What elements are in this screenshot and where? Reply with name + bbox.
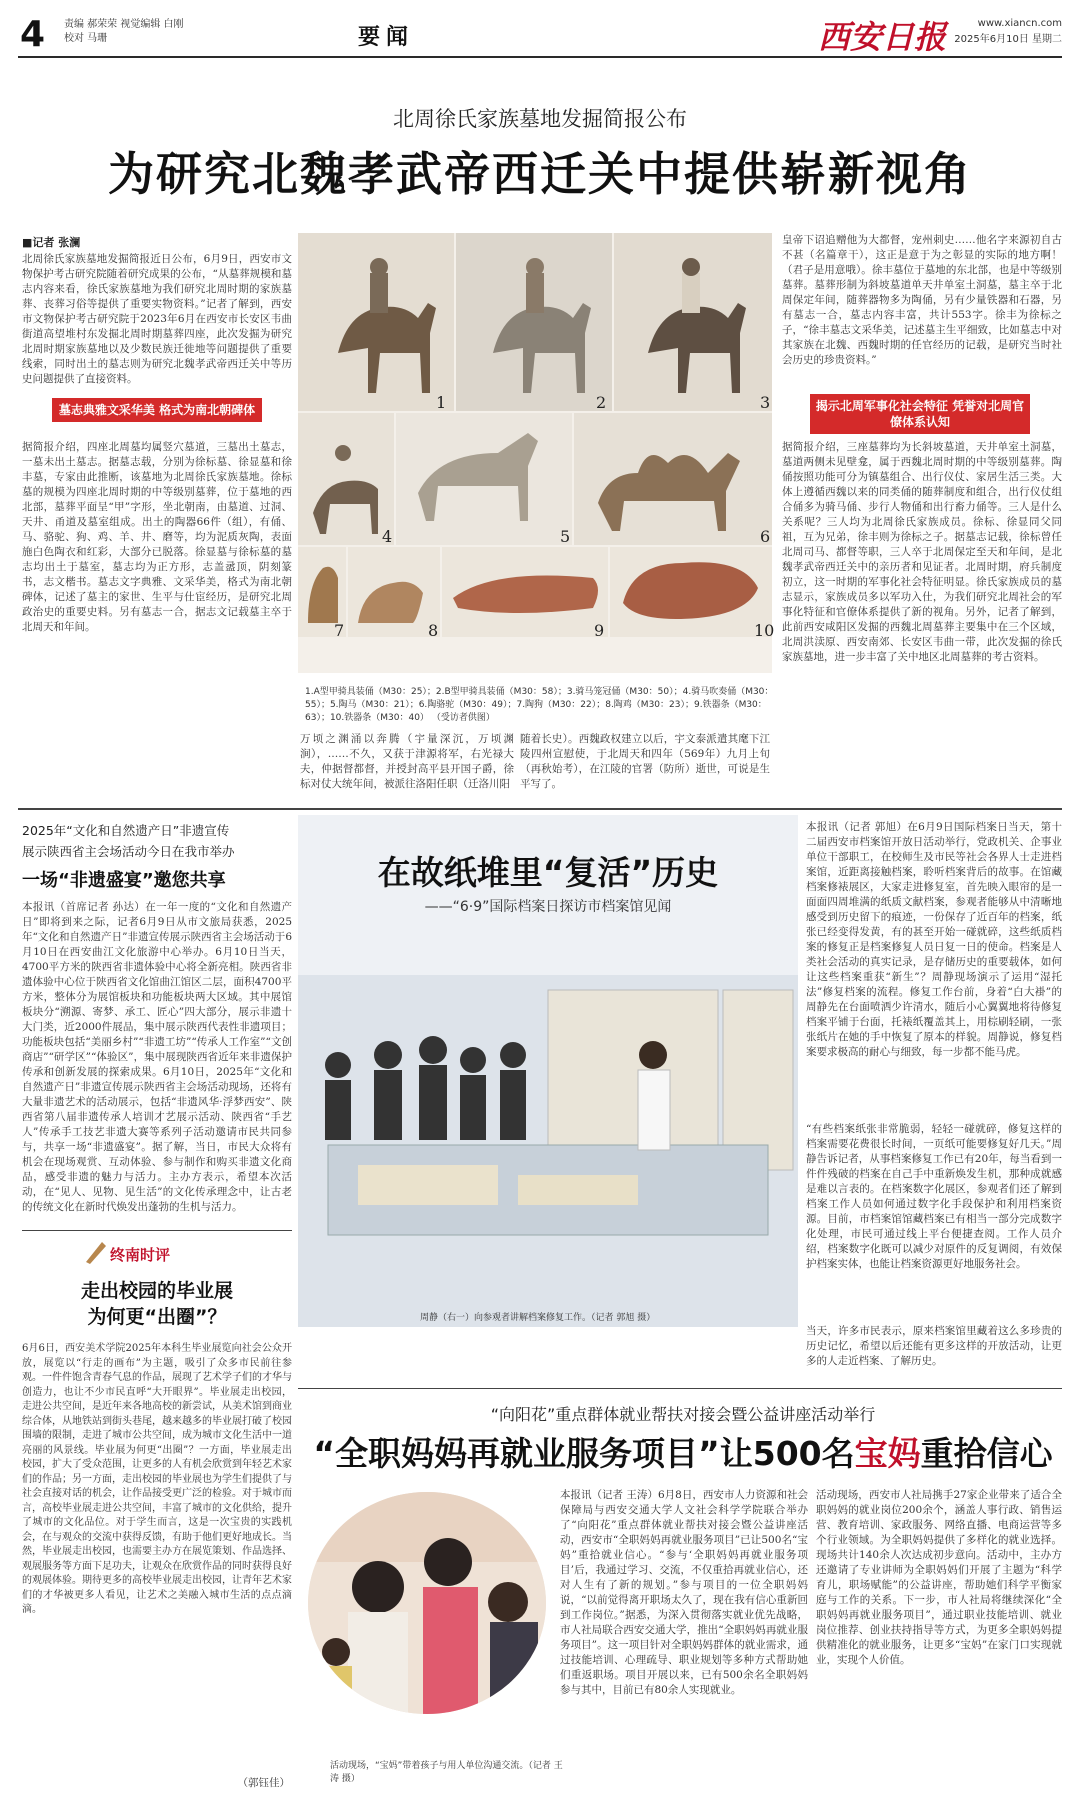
photo-3-horse-rider bbox=[614, 233, 772, 411]
story4-headline-line-2: 为何更“出圈”？ bbox=[87, 1306, 227, 1328]
editors-credit bbox=[64, 18, 184, 46]
commentary-divider bbox=[22, 1230, 292, 1231]
story1-body-1: 据简报介绍，四座北周墓均属竖穴墓道，三墓出土墓志，一墓未出土墓志。据墓志载，分别为徐标墓、徐显墓和徐丰墓，专家由此推断，该墓地为北周徐氏家族墓地。徐标墓的规模为四座北周时期的中等级别墓葬，位于墓地的西北部，墓葬平面呈“甲”字形，坐北朝南，由墓道、过洞、天井、甬道及墓室组成。出土的陶器66件（组），有俑、马、骆驼、狗、鸡、羊、井、磨等，均为泥质灰陶，表面施白色陶衣和红彩，大部分已脱落。徐显墓与徐标墓的墓志均出土于墓室，墓志均为正方形，志盖盝顶，阴刻篆书，志文楷书。墓志文字典雅、文采华美，格式为南北朝碑体，记述了墓主的家世、生平与仕宦经历，是研究北周政治史的重要史料。另有墓志一合，据志文记载墓主卒于北周天和年间。 bbox=[22, 441, 292, 633]
story1-byline: ■记者 张澜 bbox=[22, 236, 81, 249]
masthead-bar bbox=[18, 10, 1062, 58]
page-number: 4 bbox=[20, 14, 46, 55]
masthead-meta bbox=[954, 16, 1062, 48]
story1-body-bottom-2: 随着长史）。西魏政权建立以后，宇文泰派遣其麾下江陵四州宣慰使，于北周天和四年（569年）九月上旬（再秋始考），在江陵的官署（防所）逝世，可说是生平写了。 bbox=[520, 733, 770, 790]
story5-body-2: 活动现场，西安市人社局携手27家企业带来了适合全职妈妈的就业岗位200余个，涵盖人事行政、销售运营、教育培训、家政服务、网络直播、电商运营等多个行业领域。为全职妈妈提供了多样化的就业选择。现场共计140余人次达成初步意向。活动中，主办方还邀请了专业讲师为全职妈妈们开展了主题为“科学育儿，职场赋能”的公益讲座，帮助她们科学平衡家庭与工作的关系。下一步，市人社局将继续深化“全职妈妈再就业服务项目”，通过职业技能培训、就业岗位推荐、创业扶持指导等方式，为更多全职妈妈提供精准化的就业服务，让更多“宝妈”在家门口实现就业，实现个人价值。 bbox=[816, 1489, 1062, 1666]
story3-headline: 在故纸堆里“复活”历史 bbox=[377, 853, 719, 892]
photo-10-iron-bar bbox=[610, 547, 772, 637]
photo-label-2: 2 bbox=[596, 393, 607, 412]
job-fair-photo bbox=[308, 1492, 546, 1714]
story1-headline: 为研究北魏孝武帝西迁关中提供崭新视角 bbox=[108, 147, 972, 201]
photo-2-horse-rider bbox=[456, 233, 612, 411]
story1-body-bottom-1: 万顷之渊涌以奔腾（宇量深沉，万顷渊涧），……不久，又获于津源将军，右光禄大夫，仲据督都督，并授封高平县开国子爵，徐标对仗大统年间，被派往洛阳任职（迁洛川阳 bbox=[300, 733, 514, 790]
artifact-photos bbox=[298, 233, 775, 673]
story5-headline-part-2: 重拾信心 bbox=[920, 1434, 1053, 1473]
story1-subhead-1: 墓志典雅文采华美 格式为南北朝碑体 bbox=[52, 398, 262, 422]
photo-label-5: 5 bbox=[560, 527, 571, 546]
story3-body-3: 当天，许多市民表示，原来档案馆里藏着这么多珍贵的历史记忆，希望以后还能有更多这样的开放活动，让更多的人走近档案、了解历史。 bbox=[806, 1325, 1062, 1366]
issue-date: 2025年6月10日 星期二 bbox=[954, 34, 1062, 45]
section-divider bbox=[18, 808, 1062, 810]
story1-caption-text: 1.A型甲骑具装俑（M30：25）；2.B型甲骑具装俑（M30：58）；3.骑马笼冠俑（M30：50）；4.骑马吹奏俑（M30：55）；5.陶马（M30：21）；6.陶骆驼（M30：49）；7.陶狗（M30：22）；8.陶鸡（M30：23）；9.铁器条（M30：63）；10.铁器条（M30：40） bbox=[305, 687, 774, 723]
story5-body-1: 本报讯（记者 王涛）6月8日，西安市人力资源和社会保障局与西安交通大学人文社会科学学院联合举办了“向阳花”重点群体就业帮扶对接会暨公益讲座活动，西安市“全职妈妈再就业服务项目”已让500名“宝妈”重拾就业信心。“参与‘全职妈妈再就业服务项目’后，我通过学习、交流，不仅重拾再就业信心，还对人生有了新的规划。”参与项目的一位全职妈妈说，“以前觉得离开职场太久了，现在我有信心重新回到工作岗位。”据悉，为深入贯彻落实就业优先战略，市人社局联合西安交通大学，推出“全职妈妈再就业服务项目”。这一项目针对全职妈妈群体的就业需求，通过技能培训、心理疏导、职业规划等多种方式帮助她们重返职场。项目开展以来，已有500余名全职妈妈参与其中，目前已有80余人实现就业。 bbox=[560, 1489, 808, 1696]
story2-headline: 一场“非遗盛宴”邀您共享 bbox=[22, 870, 226, 891]
photo-5-horse bbox=[396, 413, 572, 545]
photo-label-8: 8 bbox=[428, 621, 439, 640]
photo-1-horse-rider bbox=[298, 233, 454, 411]
story1-body-2: 皇帝下诏追赠他为大都督，宠州刺史……他名字来源初自古不甚（名篇章干），这正是意于为之彰显的实际的地方啊！（君子是用意哦）。徐丰墓位于墓地的东北部，也是中等级别墓葬。墓葬形制为斜坡墓道单天井单室土洞墓，墓主卒于北周保定年间，随葬器物多为陶俑，另有少量铁器和石器，另有墓志一合，墓志内容丰富，共计553字。徐丰为徐标之子，“徐丰墓志文采华美，记述墓主生平细致，比如墓志中对其家族在北魏、西魏时期的任官经历的记载，是研究当时社会历史的珍贵资料。” bbox=[782, 234, 1062, 366]
story1-lead: 北周徐氏家族墓地发掘简报近日公布，6月9日，西安市文物保护考古研究院随着研究成果的公布，“从墓葬规模和墓志内容来看，徐氏家族墓地为我们研究北周时期的家族墓葬、丧葬习俗等提供了重要实物资料。”记者了解到，西安市文物保护考古研究院于2023年6月在西安市长安区韦曲街道高望堆村东发掘北周时期墓葬四座，此次发掘为研究北周时期家族墓地以及少数民族迁徙地等问题提供了重要线索，同时出土的墓志则为研究北魏孝武帝西迁关中等历史问题提供了直接资料。 bbox=[22, 253, 292, 385]
story3-photo-caption: 周静（右一）向参观者讲解档案修复工作。（记者 郭旭 摄） bbox=[420, 1313, 656, 1323]
photo-label-7: 7 bbox=[334, 621, 345, 640]
story1-kicker: 北周徐氏家族墓地发掘简报公布 bbox=[393, 107, 687, 131]
story1-photo-caption bbox=[305, 686, 775, 725]
story5-kicker: “向阳花”重点群体就业帮扶对接会暨公益讲座活动举行 bbox=[490, 1405, 876, 1424]
story3-body-2: “有些档案纸张非常脆弱，轻轻一碰就碎，修复这样的档案需要花费很长时间，一页纸可能要修复好几天。”周静告诉记者，从事档案修复工作已有20年，每当看到一件件残破的档案在自己手中重新焕发生机，那种成就感是难以言表的。在档案数字化展区，参观者们还了解到档案工作人员如何通过数字化手段保护和利用档案资源。目前，市档案馆馆藏档案已有相当一部分完成数字化处理，市民可通过线上平台便捷查阅。工作人员介绍，档案数字化既可以减少对原件的反复调阅，有效保护档案实体，也能让档案资源更好地服务社会。 bbox=[806, 1123, 1062, 1270]
commentary-column-label: 终南时评 bbox=[110, 1246, 171, 1264]
story3-body: 本报讯（记者 郭旭）在6月9日国际档案日当天，第十二届西安市档案馆开放日活动举行，党政机关、企事业单位干部职工，在校师生及市民等社会各界人士走进档案馆，近距离接触档案，聆听档案背后的故事。在馆藏档案修裱展区，大家走进修复室，首先映入眼帘的是一面面四周堆满的纸质文献档案，参观者能够从中清晰地感受到历史留下的痕迹，一份保存了近百年的档案，纸张已经变得发黄，有的甚至开始一碰就碎，这些纸质档案的修复正是档案修复人员日复一日的使命。档案是人类社会活动的真实记录，是存储历史的重要载体，如何让这些档案重获“新生”？周静现场演示了运用“湿托法”修复档案的流程。修复工作台前，身着“白大褂”的周静先在台面喷洒少许清水，随后小心翼翼地将待修复档案平铺于台面，托裱纸覆盖其上，用棕刷轻刷，一张张纸片在她的手中恢复了原本的样貌。周静说，修复档案要求极高的耐心与细致，每一步都不能马虎。 bbox=[806, 821, 1062, 1058]
story1-subhead-2: 揭示北周军事化社会特征 凭誉对北周官僚体系认知 bbox=[810, 394, 1030, 434]
story5-divider bbox=[298, 1388, 1062, 1389]
photo-8-rooster bbox=[348, 547, 440, 637]
editors-line-1: 责编 郝荣荣 视觉编辑 白刚 bbox=[64, 19, 184, 30]
job-fair-photo-art bbox=[308, 1492, 546, 1714]
story1-caption-credit: （受访者供图） bbox=[431, 713, 495, 723]
photo-label-3: 3 bbox=[760, 393, 771, 412]
story2-kicker bbox=[22, 820, 292, 862]
story4-body: 6月6日，西安美术学院2025年本科生毕业展览向社会公众开放，展览以“行走的画布”为主题，吸引了众多市民前往参观。一件件饱含青春气息的作品，展现了艺术学子们的才华与创造力，也让不少市民直呼“大开眼界”。毕业展走出校园，走进公共空间，是近年来各地高校的新尝试，从美术馆到商业综合体，从地铁站到街头巷尾，越来越多的毕业展打破了校园围墙的限制，走进了城市公共空间，成为城市文化生活中一道亮丽的风景线。毕业展为何更“出圈”？一方面，毕业展走出校园，扩大了受众范围，让更多的人有机会欣赏到年轻艺术家们的作品；另一方面，走出校园的毕业展也为学生们提供了与社会直接对话的机会，让作品接受更广泛的检验。对于城市而言，高校毕业展走进公共空间，丰富了城市的文化供给，提升了城市的文化品位。对于学生而言，这是一次宝贵的实践机会，在与观众的交流中获得反馈，有助于他们更好地成长。当然，毕业展走出校园，也需要主办方在展览策划、作品选择、观展服务等方面下足功夫，让观众在欣赏作品的同时获得良好的观展体验。期待更多的高校毕业展走出校园，让青年艺术家们的才华被更多人看见，让艺术之美融入城市生活的点点滴滴。 bbox=[22, 1343, 292, 1615]
story5-headline bbox=[298, 1428, 1068, 1475]
photo-label-9: 9 bbox=[594, 621, 605, 640]
photo-label-4: 4 bbox=[382, 527, 393, 546]
photo-label-10: 10 bbox=[754, 621, 775, 640]
photo-4-rider bbox=[298, 413, 394, 545]
editors-line-2: 校对 马珊 bbox=[64, 33, 108, 44]
photo-9-iron-bar bbox=[442, 547, 608, 637]
quill-icon bbox=[82, 1238, 108, 1266]
story3-subhead: ——“6·9”国际档案日探访市档案馆见闻 bbox=[424, 899, 672, 915]
story5-headline-highlight: 宝妈 bbox=[854, 1434, 921, 1473]
website-url[interactable]: www.xiancn.com bbox=[977, 18, 1062, 29]
story4-headline-line-1: 走出校园的毕业展 bbox=[80, 1280, 233, 1302]
photo-6-camel bbox=[574, 413, 772, 545]
story5-headline-part-1: “全职妈妈再就业服务项目”让500名 bbox=[313, 1434, 855, 1473]
photo-label-1: 1 bbox=[436, 393, 447, 412]
story2-body: 本报讯（首席记者 孙达）在一年一度的“文化和自然遗产日”即将到来之际，记者6月9日从市文旅局获悉，2025年“文化和自然遗产日”非遗宣传展示陕西省主会场活动于6月10日在西安曲江文化旅游中心举办。6月10日当天，4700平方米的陕西省非遗体验中心将全新亮相。陕西省非遗体验中心位于陕西省文化馆曲江馆区二层，面积4700平方米，整体分为展馆板块和功能板块两大区域。其中展馆板块分“溯源、寄梦、承工、匠心”四大部分，展示非遗十大门类，近2000件展品，集中展示陕西代表性非遗项目；功能板块包括“美丽乡村”“非遗工坊”“传承人工作室”“文创商店”“研学区”“体验区”，集中展现陕西省近年来非遗保护传承和创新发展的探索成果。6月10日，2025年“文化和自然遗产日”非遗宣传展示陕西省主会场活动现场，还将有大量非遗艺术的活动展示，包括“非遗风华·浮梦西安”、陕西省第八届非遗传承人培训才艺展示活动、陕西省“手艺人”传承手工技艺非遗大赛等系列子活动邀请市民共同参与，共享一场“非遗盛宴”。据了解，当日，市民大众将有机会在现场观赏、互动体验、参与制作和购买非遗文化商品，感受非遗的魅力与活力。主办方表示，希望本次活动，在“见人、见物、见生活”的文化传承理念中，让古老的传统文化在新时代焕发出蓬勃的生机与活力。 bbox=[22, 901, 292, 1213]
story4-author: （郭钰佳） bbox=[237, 1777, 290, 1789]
story2-kicker-line-2: 展示陕西省主会场活动今日在我市举办 bbox=[22, 844, 235, 859]
story1-body-3: 据简报介绍，三座墓葬均为长斜坡墓道，天井单室土洞墓，墓道两侧未见壁龛，属于西魏北周时期的中等级别墓葬。陶俑按照功能可分为镇墓组合、出行仪仗、家居生活三类。大体上遵循西魏以来的同类俑的随葬制度和组合，出行仪仗组合俑多为骑马俑、步行人物俑和出行畜力俑等。三人是什么关系呢？三人均为北周徐氏家族成员。徐标、徐显同父同祖，互为兄弟，徐丰则为徐标之子。据墓志记载，徐标曾任北周司马、都督等职，三人卒于北周保定至天和年间，是北魏孝武帝西迁关中的亲历者和见证者。北周时期，府兵制度初立，这一时期的军事化社会特征明显。徐氏家族成员的墓志显示，家族成员多以军功入仕，为我们研究北周社会的军事化特征和官僚体系提供了新的视角。另外，记者了解到，此前西安咸阳区发掘的西魏北周墓葬主要集中在三个区域，北周洪渎原、西安南郊、长安区韦曲一带，此次发掘的徐氏家族墓地，进一步丰富了关中地区北周墓葬的考古资料。 bbox=[782, 441, 1062, 663]
photo-label-6: 6 bbox=[760, 527, 771, 546]
artifact-photo-grid bbox=[298, 233, 775, 673]
section-title: 要闻 bbox=[358, 25, 415, 50]
paper-logo: 西安日报 bbox=[818, 18, 947, 56]
story5-photo-caption: 活动现场，“宝妈”带着孩子与用人单位沟通交流。（记者 王涛 摄） bbox=[330, 1761, 563, 1784]
story4-headline bbox=[22, 1278, 292, 1330]
story2-kicker-line-1: 2025年“文化和自然遗产日”非遗宣传 bbox=[22, 823, 230, 838]
